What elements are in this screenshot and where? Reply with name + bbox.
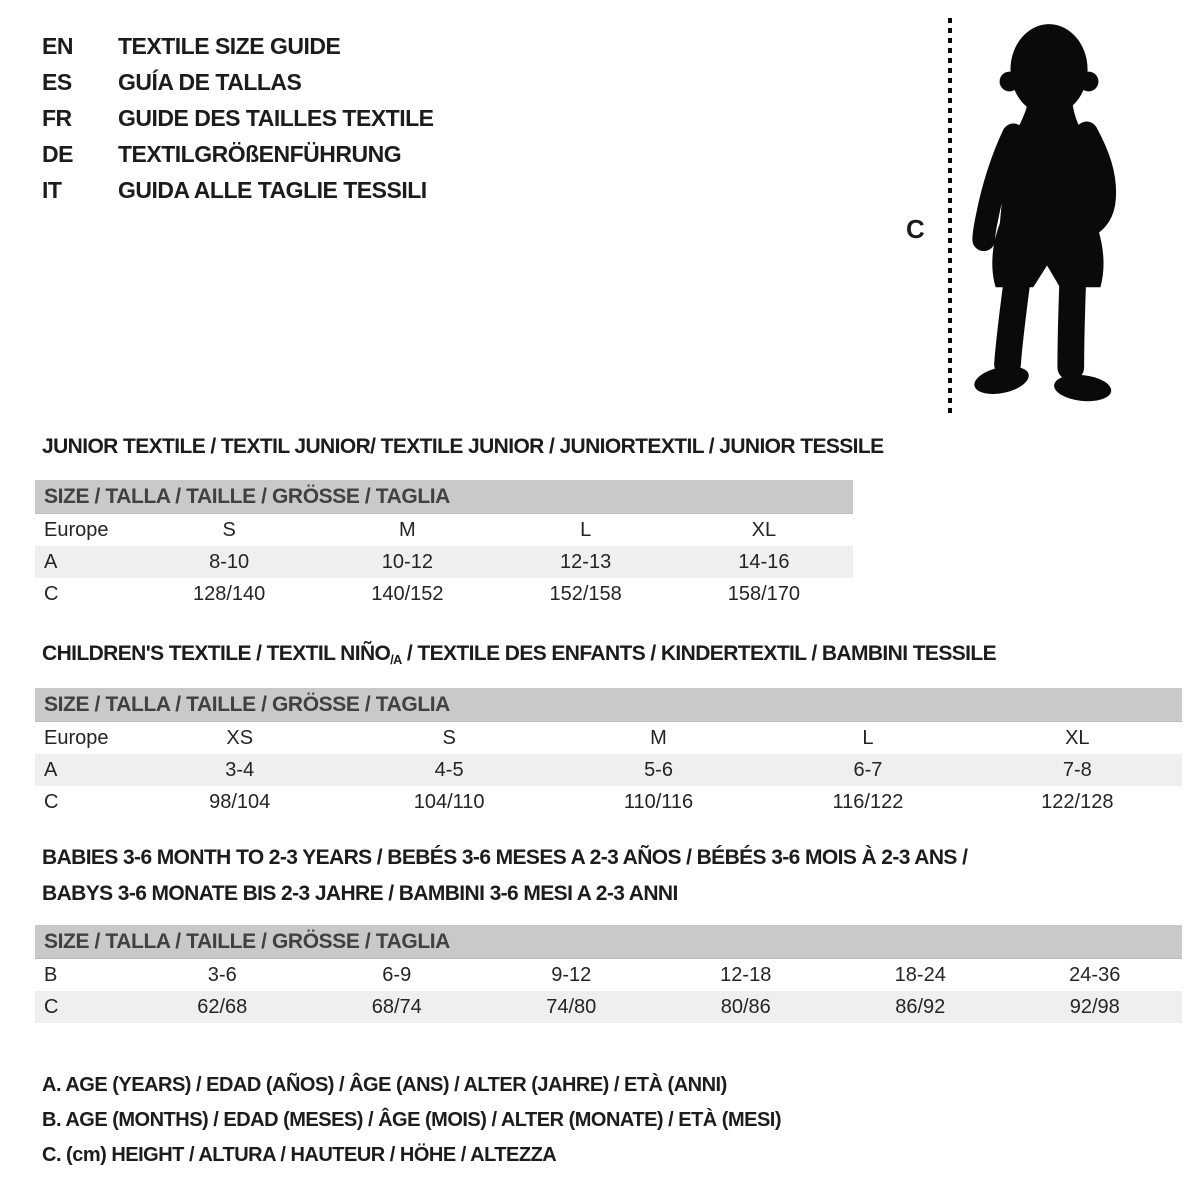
guide-title-en: TEXTILE SIZE GUIDE xyxy=(118,32,341,59)
legend-age-months: B. AGE (MONTHS) / EDAD (MESES) / ÂGE (MOIS) / ALTER (MONATE) / ETÀ (MESI) xyxy=(42,1109,782,1131)
height-label-c: C xyxy=(906,214,925,244)
lang-row-it xyxy=(42,172,434,208)
row-value: 80/86 xyxy=(720,995,771,1018)
row-value: 8-10 xyxy=(209,550,250,573)
lang-code: IT xyxy=(42,176,62,203)
row-label: A xyxy=(44,550,58,573)
row-value: 12-18 xyxy=(720,963,772,986)
table-row xyxy=(35,786,1182,818)
children-title-subscript: /A xyxy=(390,653,402,668)
lang-code: ES xyxy=(42,68,72,95)
row-value: L xyxy=(862,726,874,749)
table-row xyxy=(35,514,853,546)
language-title-block xyxy=(42,28,434,208)
row-value: 140/152 xyxy=(371,582,444,605)
table-row xyxy=(35,546,853,578)
lang-code: FR xyxy=(42,104,72,131)
babies-size-table xyxy=(35,925,1182,1023)
row-label: Europe xyxy=(44,726,109,749)
row-label: C xyxy=(44,790,59,813)
row-value: XL xyxy=(751,518,777,541)
row-value: 152/158 xyxy=(549,582,622,605)
row-label: C xyxy=(44,995,59,1018)
babies-section-title-line1: BABIES 3-6 MONTH TO 2-3 YEARS / BEBÉS 3-6 MESES A 2-3 AÑOS / BÉBÉS 3-6 MOIS À 2-3 ANS / xyxy=(42,846,968,869)
row-value: 3-6 xyxy=(207,963,237,986)
junior-size-table xyxy=(35,480,853,610)
row-value: 122/128 xyxy=(1041,790,1114,813)
guide-title-fr: GUIDE DES TAILLES TEXTILE xyxy=(118,104,434,131)
table-row xyxy=(35,959,1182,991)
legend-age-years: A. AGE (YEARS) / EDAD (AÑOS) / ÂGE (ANS) / ALTER (JAHRE) / ETÀ (ANNI) xyxy=(42,1074,727,1096)
row-label: Europe xyxy=(44,518,109,541)
size-header-bar: SIZE / TALLA / TAILLE / GRÖSSE / TAGLIA xyxy=(35,688,1182,722)
junior-table-body xyxy=(35,514,853,610)
guide-title-de: TEXTILGRÖßENFÜHRUNG xyxy=(118,140,402,167)
children-section-title xyxy=(42,642,996,667)
lang-code: DE xyxy=(42,140,73,167)
row-value: 14-16 xyxy=(738,550,790,573)
table-row xyxy=(35,991,1182,1023)
row-value: S xyxy=(222,518,236,541)
row-value: 6-9 xyxy=(382,963,412,986)
row-value: 62/68 xyxy=(197,995,248,1018)
legend-block xyxy=(42,1068,781,1173)
row-value: XL xyxy=(1065,726,1090,749)
table-row xyxy=(35,578,853,610)
babies-section-title-line2: BABYS 3-6 MONATE BIS 2-3 JAHRE / BAMBINI 3-6 MESI A 2-3 ANNI xyxy=(42,882,678,905)
size-header-bar: SIZE / TALLA / TAILLE / GRÖSSE / TAGLIA xyxy=(35,925,1182,959)
row-value: 68/74 xyxy=(371,995,422,1018)
lang-row-fr xyxy=(42,100,434,136)
row-value: 86/92 xyxy=(895,995,946,1018)
row-value: 5-6 xyxy=(644,758,673,781)
row-value: L xyxy=(580,518,592,541)
row-value: 24-36 xyxy=(1069,963,1121,986)
children-table-body xyxy=(35,722,1182,818)
row-value: 98/104 xyxy=(209,790,271,813)
guide-title-it: GUIDA ALLE TAGLIE TESSILI xyxy=(118,176,427,203)
lang-row-de xyxy=(42,136,434,172)
row-value: M xyxy=(399,518,416,541)
lang-row-en xyxy=(42,28,434,64)
row-label: C xyxy=(44,582,59,605)
lang-code: EN xyxy=(42,32,73,59)
table-row xyxy=(35,754,1182,786)
row-value: 116/122 xyxy=(832,790,904,813)
row-value: 18-24 xyxy=(894,963,946,986)
row-value: 74/80 xyxy=(546,995,597,1018)
height-measure-line xyxy=(948,18,952,416)
legend-height-cm: C. (cm) HEIGHT / ALTURA / HAUTEUR / HÖHE / ALTEZZA xyxy=(42,1144,557,1166)
row-value: 4-5 xyxy=(434,758,464,781)
lang-row-es xyxy=(42,64,434,100)
guide-title-es: GUÍA DE TALLAS xyxy=(118,68,302,95)
row-value: 128/140 xyxy=(192,582,266,605)
row-value: 92/98 xyxy=(1069,995,1120,1018)
children-title-suffix: / TEXTILE DES ENFANTS / KINDERTEXTIL / BAMBINI TESSILE xyxy=(401,642,997,665)
row-value: XS xyxy=(226,726,254,749)
row-value: 110/116 xyxy=(623,790,694,813)
size-header-bar: SIZE / TALLA / TAILLE / GRÖSSE / TAGLIA xyxy=(35,480,853,514)
row-value: M xyxy=(650,726,667,749)
babies-table-body xyxy=(35,959,1182,1023)
row-value: 3-4 xyxy=(225,758,255,781)
row-label: B xyxy=(44,963,58,986)
row-value: 7-8 xyxy=(1062,758,1092,781)
row-value: 12-13 xyxy=(560,550,612,573)
row-value: 10-12 xyxy=(381,550,433,573)
row-value: 104/110 xyxy=(413,790,485,813)
row-label: A xyxy=(44,758,58,781)
toddler-silhouette-icon xyxy=(962,14,1140,418)
row-value: 9-12 xyxy=(551,963,592,986)
row-value: S xyxy=(442,726,456,749)
children-size-table xyxy=(35,688,1182,818)
junior-section-title: JUNIOR TEXTILE / TEXTIL JUNIOR/ TEXTILE JUNIOR / JUNIORTEXTIL / JUNIOR TESSILE xyxy=(42,435,884,458)
row-value: 158/170 xyxy=(727,582,801,605)
children-title-prefix: CHILDREN'S TEXTILE / TEXTIL NIÑO xyxy=(42,642,391,665)
row-value: 6-7 xyxy=(853,758,883,781)
table-row xyxy=(35,722,1182,754)
